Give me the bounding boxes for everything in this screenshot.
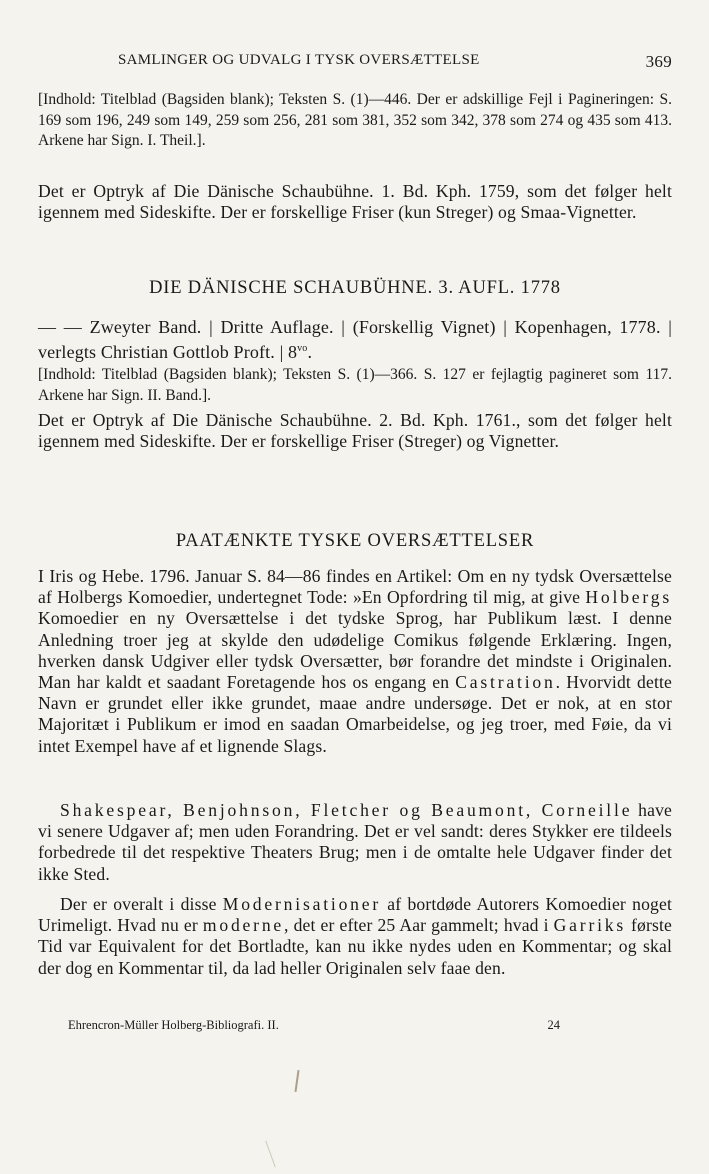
p1-spaced-holberg: Holbergs — [585, 587, 672, 608]
entry1-description: Det er Optryk af Die Dänische Schaubühne. 1. Bd. Kph. 1759, som det følger helt igennem med Sideskifte. Der er forskellige Friser (kun Streger) og Smaa-Vignetter. — [38, 181, 672, 223]
entry1-contents-note: [Indhold: Titelblad (Bagsiden blank); Teksten S. (1)—446. Der er adskillige Fejl i Pagineringen: S. 169 som 196, 249 som 149, 259 som 256, 281 som 381, 352 som 342, 378 som 274 og 435 som 413. Arkene har Sign. I. Theil.]. — [38, 91, 672, 149]
entry2-heading: DIE DÄNISCHE SCHAUBÜHNE. 3. AUFL. 1778 — [149, 278, 561, 298]
p3-text-a: Der er overalt i disse — [60, 894, 223, 914]
footer-signature: 24 — [547, 1018, 560, 1032]
p3-text-b: af bortdøde Autorers Komoedier noget Urimeligt. Hvad nu er — [38, 894, 672, 936]
p3-spaced-moderne: moderne — [202, 915, 285, 936]
page-footer — [68, 1018, 668, 1033]
p1-text-b: Komoedier en ny Oversættelse i det tydske Sprog, har Publikum læst. I denne Anledning troer jeg at skylde den udødelige Comikus følgende Erklæring. Ingen, hverken dansk Udgiver eller tydsk Oversætter, bør forandre det mindste i Originalen. Man har kaldt et saadant Foretagende hos os engang en — [38, 608, 672, 693]
book-page — [38, 0, 672, 1174]
entry2-description: Det er Optryk af Die Dänische Schaubühne. 2. Bd. Kph. 1761., som det følger helt igennem med Sideskifte. Der er forskellige Friser (Streger) og Vignetter. — [38, 410, 672, 452]
entry2-contents-note: [Indhold: Titelblad (Bagsiden blank); Teksten S. (1)—366. S. 127 er fejlagtig pagineret som 117. Arkene har Sign. II. Band.]. — [38, 366, 672, 404]
entry2-format-end: . — [307, 342, 313, 362]
p3-text-c: , det er efter 25 Aar gammelt; hvad i — [284, 915, 554, 936]
entry2-format-sup: vo — [297, 343, 308, 354]
section-paragraph-2 — [38, 800, 672, 885]
section-heading: PAATÆNKTE TYSKE OVERSÆTTELSER — [175, 531, 535, 551]
p3-spaced-modernisationer: Modernisationer — [222, 894, 382, 914]
p2-text-a: have vi senere Udgaver af; men uden Forandring. Det er vel sandt: deres Stykker ere tildeels forbedrede til det respektive Theaters Brug; men i de omtalte hele Udgaver finder det ikke Sted. — [38, 800, 672, 884]
p1-text-a: I Iris og Hebe. 1796. Januar S. 84—86 findes en Artikel: Om en ny tydsk Oversættelse af Holbergs Komoedier, undertegnet Tode: »En Opfordring til mig, at give — [38, 566, 672, 608]
p1-text-c: . Hvorvidt dette Navn er grundet eller ikke grundet, maae andre undersøge. Det er nok, at en stor Majoritæt i Publikum er imod en saadan Omarbeidelse, og jeg troer, med Føie, da vi intet Exempel have af et lignende Slags. — [38, 672, 672, 756]
running-head-title: SAMLINGER OG UDVALG I TYSK OVERSÆTTELSE — [118, 52, 480, 68]
page-number: 369 — [645, 52, 672, 71]
p1-spaced-castration: Castration — [455, 672, 556, 693]
footer-bibliography: Ehrencron-Müller Holberg-Bibliografi. II. — [68, 1018, 279, 1032]
p3-text-d: første Tid var Equivalent for det Bortladte, kan nu ikke nydes uden en Kommentar; og skal der dog en Kommentar til, da lad heller Originalen selv faae den. — [38, 915, 673, 978]
section-paragraph-1 — [38, 566, 672, 757]
section-paragraph-3 — [38, 894, 672, 979]
entry2-title-line — [38, 316, 672, 363]
p2-spaced-names: Shakespear, Benjohnson, Fletcher og Beaumont, Corneille — [60, 800, 633, 820]
p3-spaced-garrik: Garriks — [553, 915, 627, 936]
entry2-title-text: — — Zweyter Band. | Dritte Auflage. | (Forskellig Vignet) | Kopenhagen, 1778. | verlegts Christian Gottlob Proft. | 8 — [38, 317, 672, 362]
